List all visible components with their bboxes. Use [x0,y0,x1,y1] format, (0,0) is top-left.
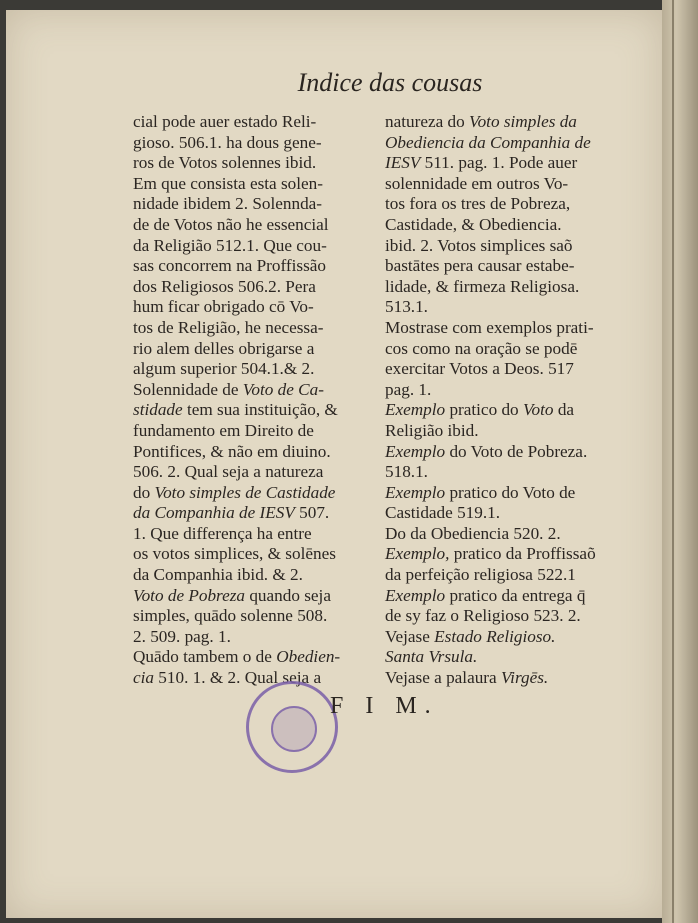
entry-text: pratico da Proffissaõ da perfeição religiosa 522.1 [385,544,596,585]
italic-term: Obedien- cia [133,647,341,688]
entry-text: Quādo tambem o de [133,647,277,667]
entry-text: natureza do [385,112,469,131]
entry-text: 507. 1. Que differença ha entre os votos simplices, & solēnes da Companhia ibid. & 2. [133,503,336,585]
index-entry [133,647,375,688]
index-entry [133,112,375,380]
italic-term: Exemplo, [385,544,450,564]
stamp-emblem-icon [271,706,317,752]
italic-term: Exemplo [385,441,446,461]
entry-text: da Religião ibid. [385,400,575,440]
entry-text: 511. pag. 1. Pode auer solennidade em outros Vo- tos fora os tres de Pobreza, Castidade, & Obediencia. ibid. 2. Votos simplices saõ bastātes pera causar estabe- lidade, & firmeza Religiosa. 513.1. [385,153,580,317]
italic-term: Voto [522,400,554,420]
index-entry [385,544,635,585]
entry-text: pratico da entrega q̄ de sy faz o Religioso 523. 2. [385,585,586,626]
index-entry [133,586,375,648]
entry-text: tem sua instituição, & fundamento em Direito de Pontifices, & não em diuino. 506. 2. Qual seja a natureza do [133,400,338,502]
italic-term: Virgēs. [500,668,549,688]
entry-text: quando seja simples, quādo solenne 508. 2. 509. pag. 1. [133,585,331,646]
italic-term: Voto de Pobreza [133,585,246,605]
index-entry [385,483,635,524]
italic-term: Santa Vrsula. [385,647,478,667]
italic-term: Voto de Ca- stidade [133,379,324,420]
index-entry [385,442,635,483]
italic-term: Voto simples de Castidade da Companhia de IESV [133,482,336,523]
book-spine [662,0,698,923]
entry-text: cial pode auer estado Reli- gioso. 506.1. ha dous gene- ros de Votos solennes ibid. Em que consista esta solen- nidade ibidem 2. Solennda- de de Votos não he essencial da Religião 512.1. Que cou- sas concorrem na Proffissão dos Religiosos 506.2. Pera hum ficar obrigado cō Vo- tos de Religião, he necessa- rio alem delles obrigarse a algum superior 504.1.& 2. [133,112,329,379]
entry-text: Do da Obediencia 520. 2. [385,523,561,543]
entry-text: 510. 1. & 2. Qual seja a [154,668,322,688]
library-stamp [246,681,338,773]
italic-term: Estado Religioso. [434,626,556,646]
index-entry [385,627,635,648]
index-column-right [385,112,635,689]
index-entry [385,647,635,668]
entry-text: Mostrase com exemplos prati- cos como na oração se podē exercitar Votos a Deos. 517 pag. 1. [385,317,594,399]
index-entry [385,668,635,689]
index-column-left [133,112,375,689]
entry-text: pratico do Voto de Castidade 519.1. [385,482,576,523]
page-header: Indice das cousas [297,68,483,97]
entry-text: do Voto de Pobreza. 518.1. [385,441,588,482]
italic-term: Exemplo [385,400,446,420]
end-mark: F I M. [330,693,439,719]
entry-text: Vejase [385,626,435,646]
italic-term: Exemplo [385,482,446,502]
index-entry [385,318,635,400]
index-entry [385,524,635,545]
entry-text: Vejase a palaura [385,668,501,688]
index-entry [133,380,375,586]
entry-text: Solennidade de [133,379,243,399]
entry-text: pratico do [445,400,523,420]
index-entry [385,400,635,441]
index-entry [385,586,635,627]
italic-term: Voto simples da Obediencia da Companhia de IESV [385,112,591,173]
italic-term: Exemplo [385,585,446,605]
index-entry [385,112,635,318]
